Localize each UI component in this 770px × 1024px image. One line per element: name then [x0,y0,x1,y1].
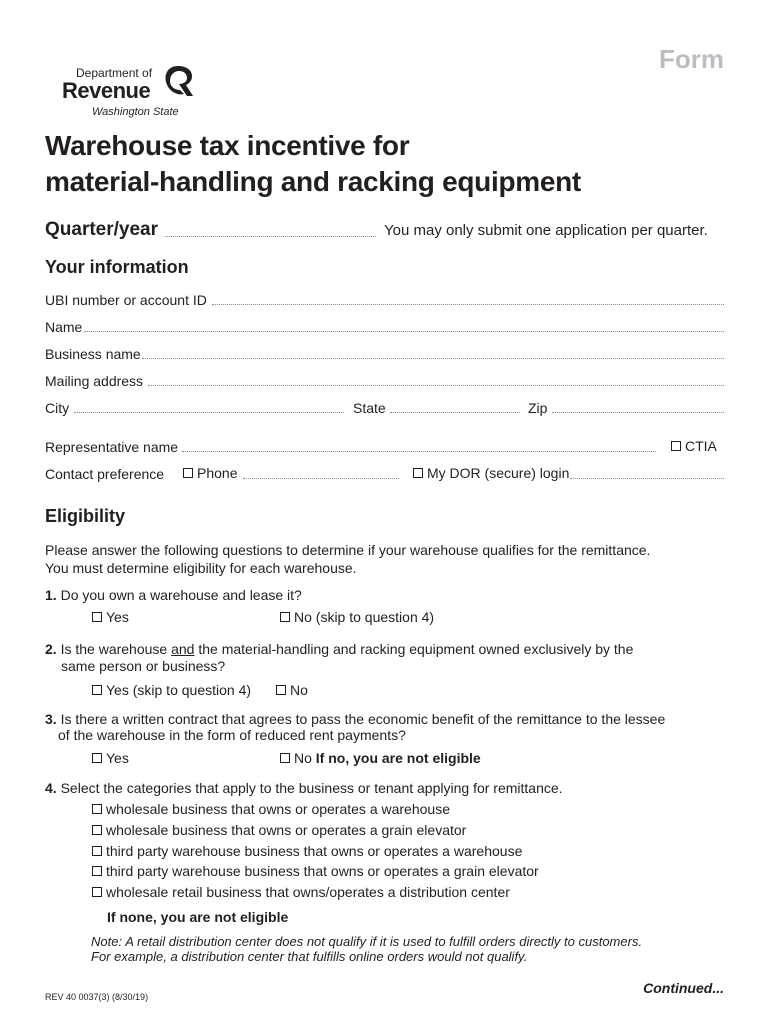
state-label: State [353,400,386,416]
q3-yes-checkbox[interactable] [92,750,129,766]
question-1 [45,586,302,604]
q4-option-2-label: wholesale business that owns or operates a grain elevator [106,822,467,838]
q3-no-label: No [294,750,312,766]
mailing-address-field[interactable] [148,385,724,386]
question-2-and: and [171,641,195,657]
name-label: Name [45,319,83,335]
mailing-address-label: Mailing address [45,373,144,389]
q4-note-line-1: Note: A retail distribution center does not qualify if it is used to fulfill orders directly to customers. [91,934,643,949]
q2-yes-label: Yes (skip to question 4) [106,682,252,698]
question-2 [45,640,633,658]
dor-login-field[interactable] [570,478,724,479]
dor-emblem-icon [162,64,194,100]
dor-logo [62,62,202,122]
q3-yes-label: Yes [106,750,129,766]
form-code: REV 40 0037(3) (8/30/19) [45,992,149,1002]
logo-department-text: Department of [76,66,153,80]
question-1-text: Do you own a warehouse and lease it? [60,587,302,603]
page-title [45,128,581,200]
question-2-line-2: same person or business? [61,658,226,674]
eligibility-intro-1: Please answer the following questions to determine if your warehouse qualifies for the remittance. [45,542,651,558]
representative-name-label: Representative name [45,439,179,455]
phone-label: Phone [197,465,238,481]
q2-no-label: No [290,682,308,698]
dor-login-label: My DOR (secure) login [427,465,570,481]
q2-no-checkbox[interactable] [276,682,308,698]
q3-no-box[interactable] [280,753,290,763]
name-field[interactable] [84,331,724,332]
ubi-field[interactable] [212,304,724,305]
state-field[interactable] [390,412,520,413]
representative-name-field[interactable] [182,451,656,452]
question-4-number: 4. [45,780,57,796]
business-name-label: Business name [45,346,141,362]
question-3-text: Is there a written contract that agrees to pass the economic benefit of the remittance to the lessee [60,711,666,727]
logo-revenue-text: Revenue [62,78,151,103]
quarter-note: You may only submit one application per quarter. [384,222,708,239]
q3-yes-box[interactable] [92,753,102,763]
eligibility-intro-2: You must determine eligibility for each warehouse. [45,560,357,576]
phone-checkbox-box[interactable] [183,468,193,478]
logo-state-text: Washington State [92,106,179,118]
q3-no-checkbox[interactable] [280,750,481,766]
q2-yes-box[interactable] [92,685,102,695]
dor-login-checkbox[interactable] [413,465,569,481]
q1-yes-box[interactable] [92,612,102,622]
ctia-checkbox[interactable] [671,438,717,454]
question-1-number: 1. [45,587,57,603]
q1-yes-label: Yes [106,609,129,625]
phone-checkbox[interactable] [183,465,237,481]
ctia-label: CTIA [685,438,717,454]
q4-option-4[interactable] [92,863,539,879]
your-information-heading: Your information [45,257,189,277]
q2-yes-checkbox[interactable] [92,682,251,698]
business-name-field[interactable] [142,358,724,359]
q4-option-5-label: wholesale retail business that owns/operates a distribution center [106,884,510,900]
dor-login-checkbox-box[interactable] [413,468,423,478]
eligibility-heading: Eligibility [45,506,126,526]
zip-field[interactable] [552,412,724,413]
q4-option-5[interactable] [92,884,510,900]
title-line-2: material-handling and racking equipment [45,166,581,197]
q1-yes-checkbox[interactable] [92,609,129,625]
city-label: City [45,400,70,416]
q2-no-box[interactable] [276,685,286,695]
ctia-checkbox-box[interactable] [671,441,681,451]
q4-option-2[interactable] [92,822,466,838]
ubi-label: UBI number or account ID [45,292,207,308]
question-2-text-b: the material-handling and racking equipment owned exclusively by the [194,641,634,657]
q4-option-1[interactable] [92,801,450,817]
q1-no-box[interactable] [280,612,290,622]
question-4 [45,779,563,797]
form-label: Form [659,44,724,74]
q4-option-1-box[interactable] [92,804,102,814]
question-2-text-a: Is the warehouse [60,641,172,657]
q4-option-3-box[interactable] [92,846,102,856]
quarter-year-label: Quarter/year [45,219,159,240]
q4-option-4-box[interactable] [92,866,102,876]
q4-none-not-eligible: If none, you are not eligible [107,909,289,925]
question-4-text: Select the categories that apply to the business or tenant applying for remittance. [60,780,563,796]
question-2-number: 2. [45,641,57,657]
q1-no-checkbox[interactable] [280,609,434,625]
phone-field[interactable] [243,478,399,479]
q4-option-3[interactable] [92,843,522,859]
question-3-line-2: of the warehouse in the form of reduced rent payments? [58,727,406,743]
q4-option-1-label: wholesale business that owns or operates a warehouse [106,801,450,817]
q4-option-5-box[interactable] [92,887,102,897]
q3-not-eligible-note: If no, you are not eligible [315,750,481,766]
quarter-year-field[interactable] [165,236,376,237]
continued-label: Continued... [643,980,724,996]
q4-note-line-2: For example, a distribution center that fulfills online orders would not qualify. [91,949,528,964]
q4-option-4-label: third party warehouse business that owns or operates a grain elevator [106,863,539,879]
contact-preference-label: Contact preference [45,466,165,482]
zip-label: Zip [528,400,548,416]
city-field[interactable] [74,412,344,413]
q4-option-2-box[interactable] [92,825,102,835]
q1-no-label: No (skip to question 4) [294,609,435,625]
title-line-1: Warehouse tax incentive for [45,130,410,161]
question-3-number: 3. [45,711,57,727]
q4-option-3-label: third party warehouse business that owns or operates a warehouse [106,843,523,859]
